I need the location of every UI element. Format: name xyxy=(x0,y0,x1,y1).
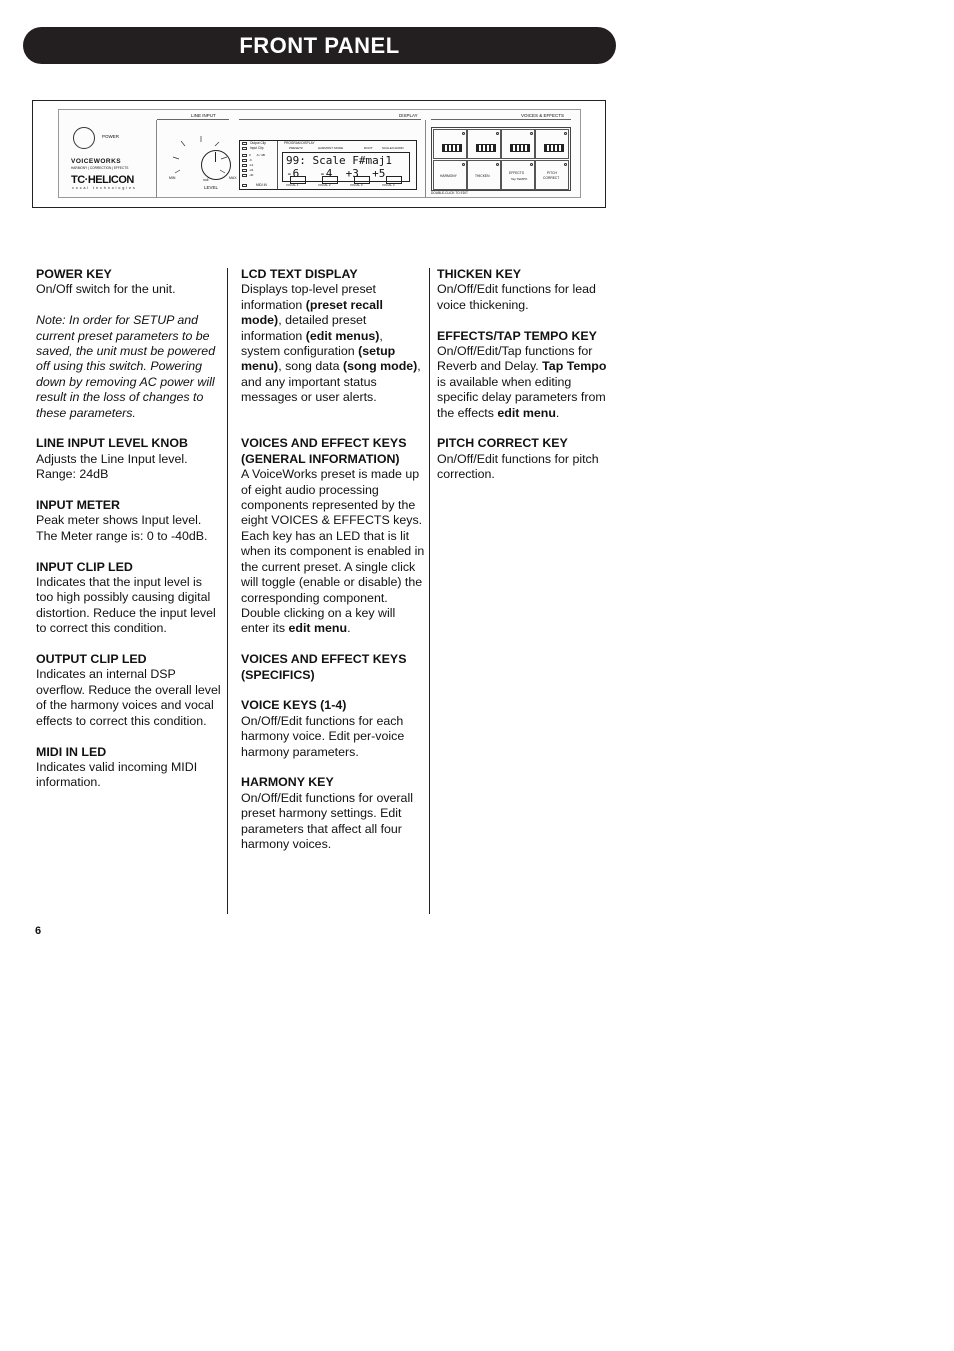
correct-key-label: CORRECT xyxy=(543,176,560,180)
section-divider xyxy=(156,120,157,198)
harmony-key-section xyxy=(241,775,425,852)
input-meter-text: Peak meter shows Input level. The Meter range is: 0 to -40dB. xyxy=(36,513,208,543)
effects-tap-tempo-key[interactable] xyxy=(501,160,535,190)
led-icon xyxy=(462,163,465,166)
meter-led-1 xyxy=(242,159,247,162)
pitch-key-text: On/Off/Edit functions for pitch correction. xyxy=(437,451,599,482)
page-title: FRONT PANEL xyxy=(239,33,400,58)
effects-key-text-3: . xyxy=(555,405,560,420)
lcd-text-4: , song data xyxy=(278,359,343,374)
display-section-bar xyxy=(239,113,421,120)
input-clip-section xyxy=(36,560,222,637)
vfx-label: VOICES & EFFECTS xyxy=(521,113,565,118)
page-number: 6 xyxy=(35,925,42,937)
pitch-key-section xyxy=(437,436,613,482)
power-label: POWER xyxy=(102,134,120,139)
meter-led-4 xyxy=(242,174,247,177)
power-note xyxy=(36,313,222,421)
thicken-key[interactable] xyxy=(467,160,501,190)
lcd-header-preset: PRESET# xyxy=(289,146,303,150)
column-1 xyxy=(36,267,222,806)
line-input-knob-text: Adjusts the Line Input level. Range: 24dB xyxy=(36,451,188,482)
column-separator-1 xyxy=(227,268,228,914)
meter-tick-0: 0 xyxy=(249,153,251,157)
column-separator-2 xyxy=(429,268,430,914)
voice-keys-text: On/Off/Edit functions for each harmony voice. Edit per-voice harmony parameters. xyxy=(241,713,405,759)
harmony-key[interactable] xyxy=(433,160,467,190)
vek-general-end: . xyxy=(347,621,351,636)
brand-subtitle: HARMONY | CORRECTION | EFFECTS xyxy=(71,166,129,170)
meter-tick-4: -40 xyxy=(249,173,254,177)
led-icon xyxy=(496,132,499,135)
column-2 xyxy=(241,267,425,868)
logo-tagline: vocal technologies xyxy=(72,186,137,190)
voice-keys-section xyxy=(241,698,425,760)
effects-key-label: EFFECTS xyxy=(509,171,525,175)
vek-general-heading: VOICES AND EFFECT KEYS (GENERAL INFORMATION) xyxy=(241,436,407,466)
vocal-1-label: VOCAL 1 xyxy=(286,183,299,187)
lcd-divider xyxy=(277,141,278,189)
vek-specifics-section xyxy=(241,652,425,683)
pitch-key-heading: PITCH CORRECT KEY xyxy=(437,436,568,451)
lcd-text-5: , and any important status messages or user alerts. xyxy=(241,359,421,405)
vocal-4-label: VOCAL 4 xyxy=(382,183,395,187)
effects-key-bold-1: Tap Tempo xyxy=(542,359,607,374)
vfx-top-key-3[interactable] xyxy=(501,129,535,159)
led-icon xyxy=(564,163,567,166)
key-graphic-icon xyxy=(442,144,462,152)
effects-key-text-2: is available when editing specific delay parameters from the effects xyxy=(437,374,606,420)
vek-specifics-heading: VOICES AND EFFECT KEYS (SPECIFICS) xyxy=(241,652,407,682)
vfx-top-key-4[interactable] xyxy=(535,129,569,159)
pitch-correct-key[interactable] xyxy=(535,160,569,190)
midi-in-led xyxy=(242,184,247,187)
vek-general-text: A VoiceWorks preset is made up of eight audio processing components represented by the eight VOICES & EFFECTS keys. Each key has an LED that is lit when its component is enabled in the current preset. A single click will toggle (enable or disable) the corresponding component. Double clicking on a key will enter its xyxy=(241,467,425,636)
effects-key-text-1: On/Off/Edit/Tap functions for Reverb and Delay. xyxy=(437,344,593,374)
pitch-key-label: PITCH xyxy=(547,171,557,175)
line-input-knob-section xyxy=(36,436,222,482)
midi-in-label: MIDI IN xyxy=(256,183,267,187)
harmony-key-heading: HARMONY KEY xyxy=(241,775,334,790)
harmony-key-text: On/Off/Edit functions for overall preset harmony settings. Edit parameters that affect all four harmony voices. xyxy=(241,790,413,851)
output-clip-section xyxy=(36,652,222,729)
meter-db-label: -6 / dB xyxy=(256,153,265,157)
thicken-key-label: THICKEN xyxy=(475,174,490,178)
knob-min-label: MIN xyxy=(169,176,176,180)
lcd-header-root: ROOT xyxy=(364,146,373,150)
knob-max-label: MAX xyxy=(229,176,237,180)
double-click-hint: DOUBLE-CLICK TO EDIT xyxy=(431,191,468,195)
lcd-bold-4: (song mode) xyxy=(342,359,418,374)
input-meter-section xyxy=(36,498,222,544)
meter-led-0 xyxy=(242,154,247,157)
power-note-text: Note: In order for SETUP and current preset parameters to be saved, the unit must be powered off using this switch. Powering down by removing AC power will result in the loss of changes to these parameters. xyxy=(36,313,216,420)
midi-in-text: Indicates valid incoming MIDI information. xyxy=(36,759,198,790)
voice-keys-heading: VOICE KEYS (1-4) xyxy=(241,698,347,713)
power-key-section xyxy=(36,267,222,298)
led-icon xyxy=(530,132,533,135)
led-icon xyxy=(530,163,533,166)
vfx-top-key-2[interactable] xyxy=(467,129,501,159)
line-input-level-knob[interactable] xyxy=(201,150,231,180)
lcd-bold-3: (setup menu) xyxy=(241,344,396,374)
lcd-text-1: Displays top-level preset information xyxy=(241,282,376,312)
output-clip-text: Indicates an internal DSP overflow. Reduce the overall level of the harmony voices and vocal effects to correct this condition. xyxy=(36,667,221,728)
input-clip-text: Indicates that the input level is too high possibly causing digital distortion. Reduce the input level to correct this condition. xyxy=(36,575,216,636)
led-icon xyxy=(496,163,499,166)
power-key-heading: POWER KEY xyxy=(36,267,112,281)
effects-key-bold-2: edit menu xyxy=(497,405,556,420)
vfx-top-key-1[interactable] xyxy=(433,129,467,159)
output-clip-heading: OUTPUT CLIP LED xyxy=(36,652,147,667)
tc-helicon-logo: TC·HELICON xyxy=(71,174,134,186)
input-clip-led xyxy=(242,147,247,150)
vek-general-section xyxy=(241,436,425,636)
lcd-heading: LCD TEXT DISPLAY xyxy=(241,267,358,281)
lcd-bold-2: (edit menus) xyxy=(305,328,380,343)
key-graphic-icon xyxy=(544,144,564,152)
input-clip-label: Input Clip xyxy=(250,146,264,150)
title-banner xyxy=(23,27,616,64)
line-input-label: LINE INPUT xyxy=(191,113,216,118)
meter-tick-2: -12 xyxy=(249,163,254,167)
lcd-text-2: , detailed preset information xyxy=(241,313,367,343)
midi-in-section xyxy=(36,745,222,791)
input-clip-heading: INPUT CLIP LED xyxy=(36,559,133,574)
effects-key-heading: EFFECTS/TAP TEMPO KEY xyxy=(437,328,597,343)
meter-led-2 xyxy=(242,164,247,167)
thicken-key-heading: THICKEN KEY xyxy=(437,267,521,281)
brand-name: VOICEWORKS xyxy=(71,158,122,165)
output-clip-label: Output Clip xyxy=(250,141,266,145)
vocal-3-label: VOCAL 3 xyxy=(350,183,363,187)
vocal-2-label: VOCAL 2 xyxy=(318,183,331,187)
led-icon xyxy=(564,132,567,135)
effects-key-section xyxy=(437,329,613,421)
input-meter-heading: INPUT METER xyxy=(36,498,120,513)
column-3 xyxy=(437,267,613,498)
thicken-key-section xyxy=(437,267,613,313)
lcd-line-1: 99: Scale F#maj1 xyxy=(286,154,392,167)
power-key-text: On/Off switch for the unit. xyxy=(36,282,176,297)
vocal-keys-row xyxy=(284,176,414,188)
thicken-key-text: On/Off/Edit functions for lead voice thickening. xyxy=(437,282,596,312)
tap-tempo-label: Tap TEMPO xyxy=(511,177,528,181)
program-display-label: PROGRAM DISPLAY xyxy=(284,141,315,145)
front-panel-diagram xyxy=(32,100,606,208)
key-graphic-icon xyxy=(510,144,530,152)
lcd-bold-1: (preset recall mode) xyxy=(241,297,383,328)
lcd-line-2: -6 -4 +3 +5 xyxy=(286,167,386,180)
output-clip-led xyxy=(242,142,247,145)
key-graphic-icon xyxy=(476,144,496,152)
led-icon xyxy=(462,132,465,135)
midi-in-heading: MIDI IN LED xyxy=(36,744,107,759)
voices-effects-keys xyxy=(431,127,571,191)
lcd-text-3: , system configuration xyxy=(241,328,383,359)
meter-tick-3: -24 xyxy=(249,168,254,172)
section-divider-2 xyxy=(425,120,426,198)
line-input-knob-heading: LINE INPUT LEVEL KNOB xyxy=(36,436,188,451)
lcd-header-harmony-mode: HARMONY MODE xyxy=(318,146,344,150)
vek-general-bold: edit menu xyxy=(288,621,348,636)
display-label: DISPLAY xyxy=(399,113,418,118)
lcd-header-scale-chord: SCALE/CHORD xyxy=(382,146,404,150)
knob-level-label: LEVEL xyxy=(204,185,219,190)
power-button-icon xyxy=(73,127,95,149)
knob-null-label: null xyxy=(203,178,209,182)
lcd-section xyxy=(241,267,425,406)
front-panel-face xyxy=(58,109,581,198)
meter-tick-1: -6 xyxy=(249,158,252,162)
meter-led-3 xyxy=(242,169,247,172)
harmony-key-label: HARMONY xyxy=(440,174,457,178)
